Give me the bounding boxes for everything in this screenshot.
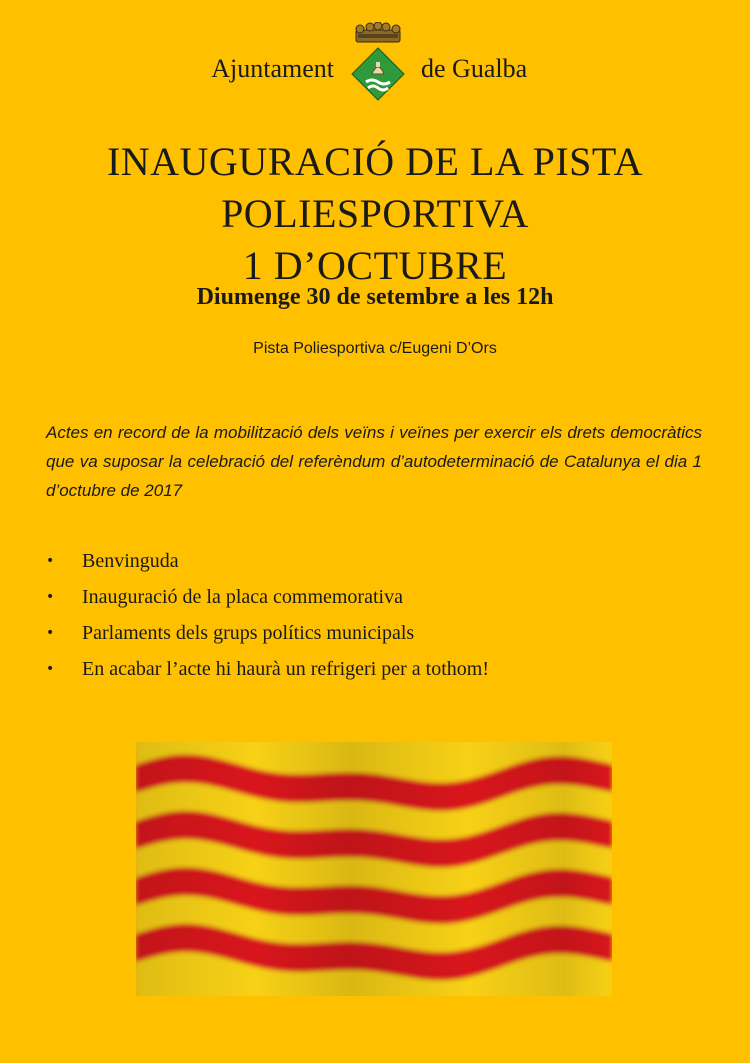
bullet-icon: • (46, 661, 55, 677)
title-line-1: INAUGURACIÓ DE LA PISTA (106, 139, 644, 184)
list-item: • Benvinguda (46, 550, 179, 572)
list-item: • En acabar l’acte hi haurà un refrigeri per a tothom! (46, 658, 490, 680)
title-line-2: POLIESPORTIVA (221, 191, 529, 236)
header-gualba-text: de Gualba (421, 54, 528, 83)
list-item: • Inauguració de la placa commemorativa (46, 586, 403, 608)
list-item: • Parlaments dels grups polítics municipals (46, 622, 415, 644)
title-line-3: 1 D’OCTUBRE (242, 243, 508, 288)
bullet-icon: • (46, 553, 55, 569)
program-list (46, 548, 706, 692)
event-date: Diumenge 30 de setembre a les 12h (196, 284, 554, 310)
header-ajuntament-text: Ajuntament (211, 54, 334, 83)
bullet-icon: • (46, 625, 55, 641)
gualba-coat-of-arms-icon (348, 22, 408, 102)
bullet-icon: • (46, 589, 55, 605)
intro-paragraph: Actes en record de la mobilització dels veïns i veïnes per exercir els drets democràtics que va suposar la celebració del referèndum d’autodeterminació de Catalunya el dia 1 d’octubre de 2017 (46, 423, 702, 500)
event-location: Pista Poliesportiva c/Eugeni D’Ors (253, 340, 497, 357)
header (0, 22, 750, 102)
page-title (0, 136, 750, 292)
catalan-senyera-flag-icon (132, 738, 616, 1000)
